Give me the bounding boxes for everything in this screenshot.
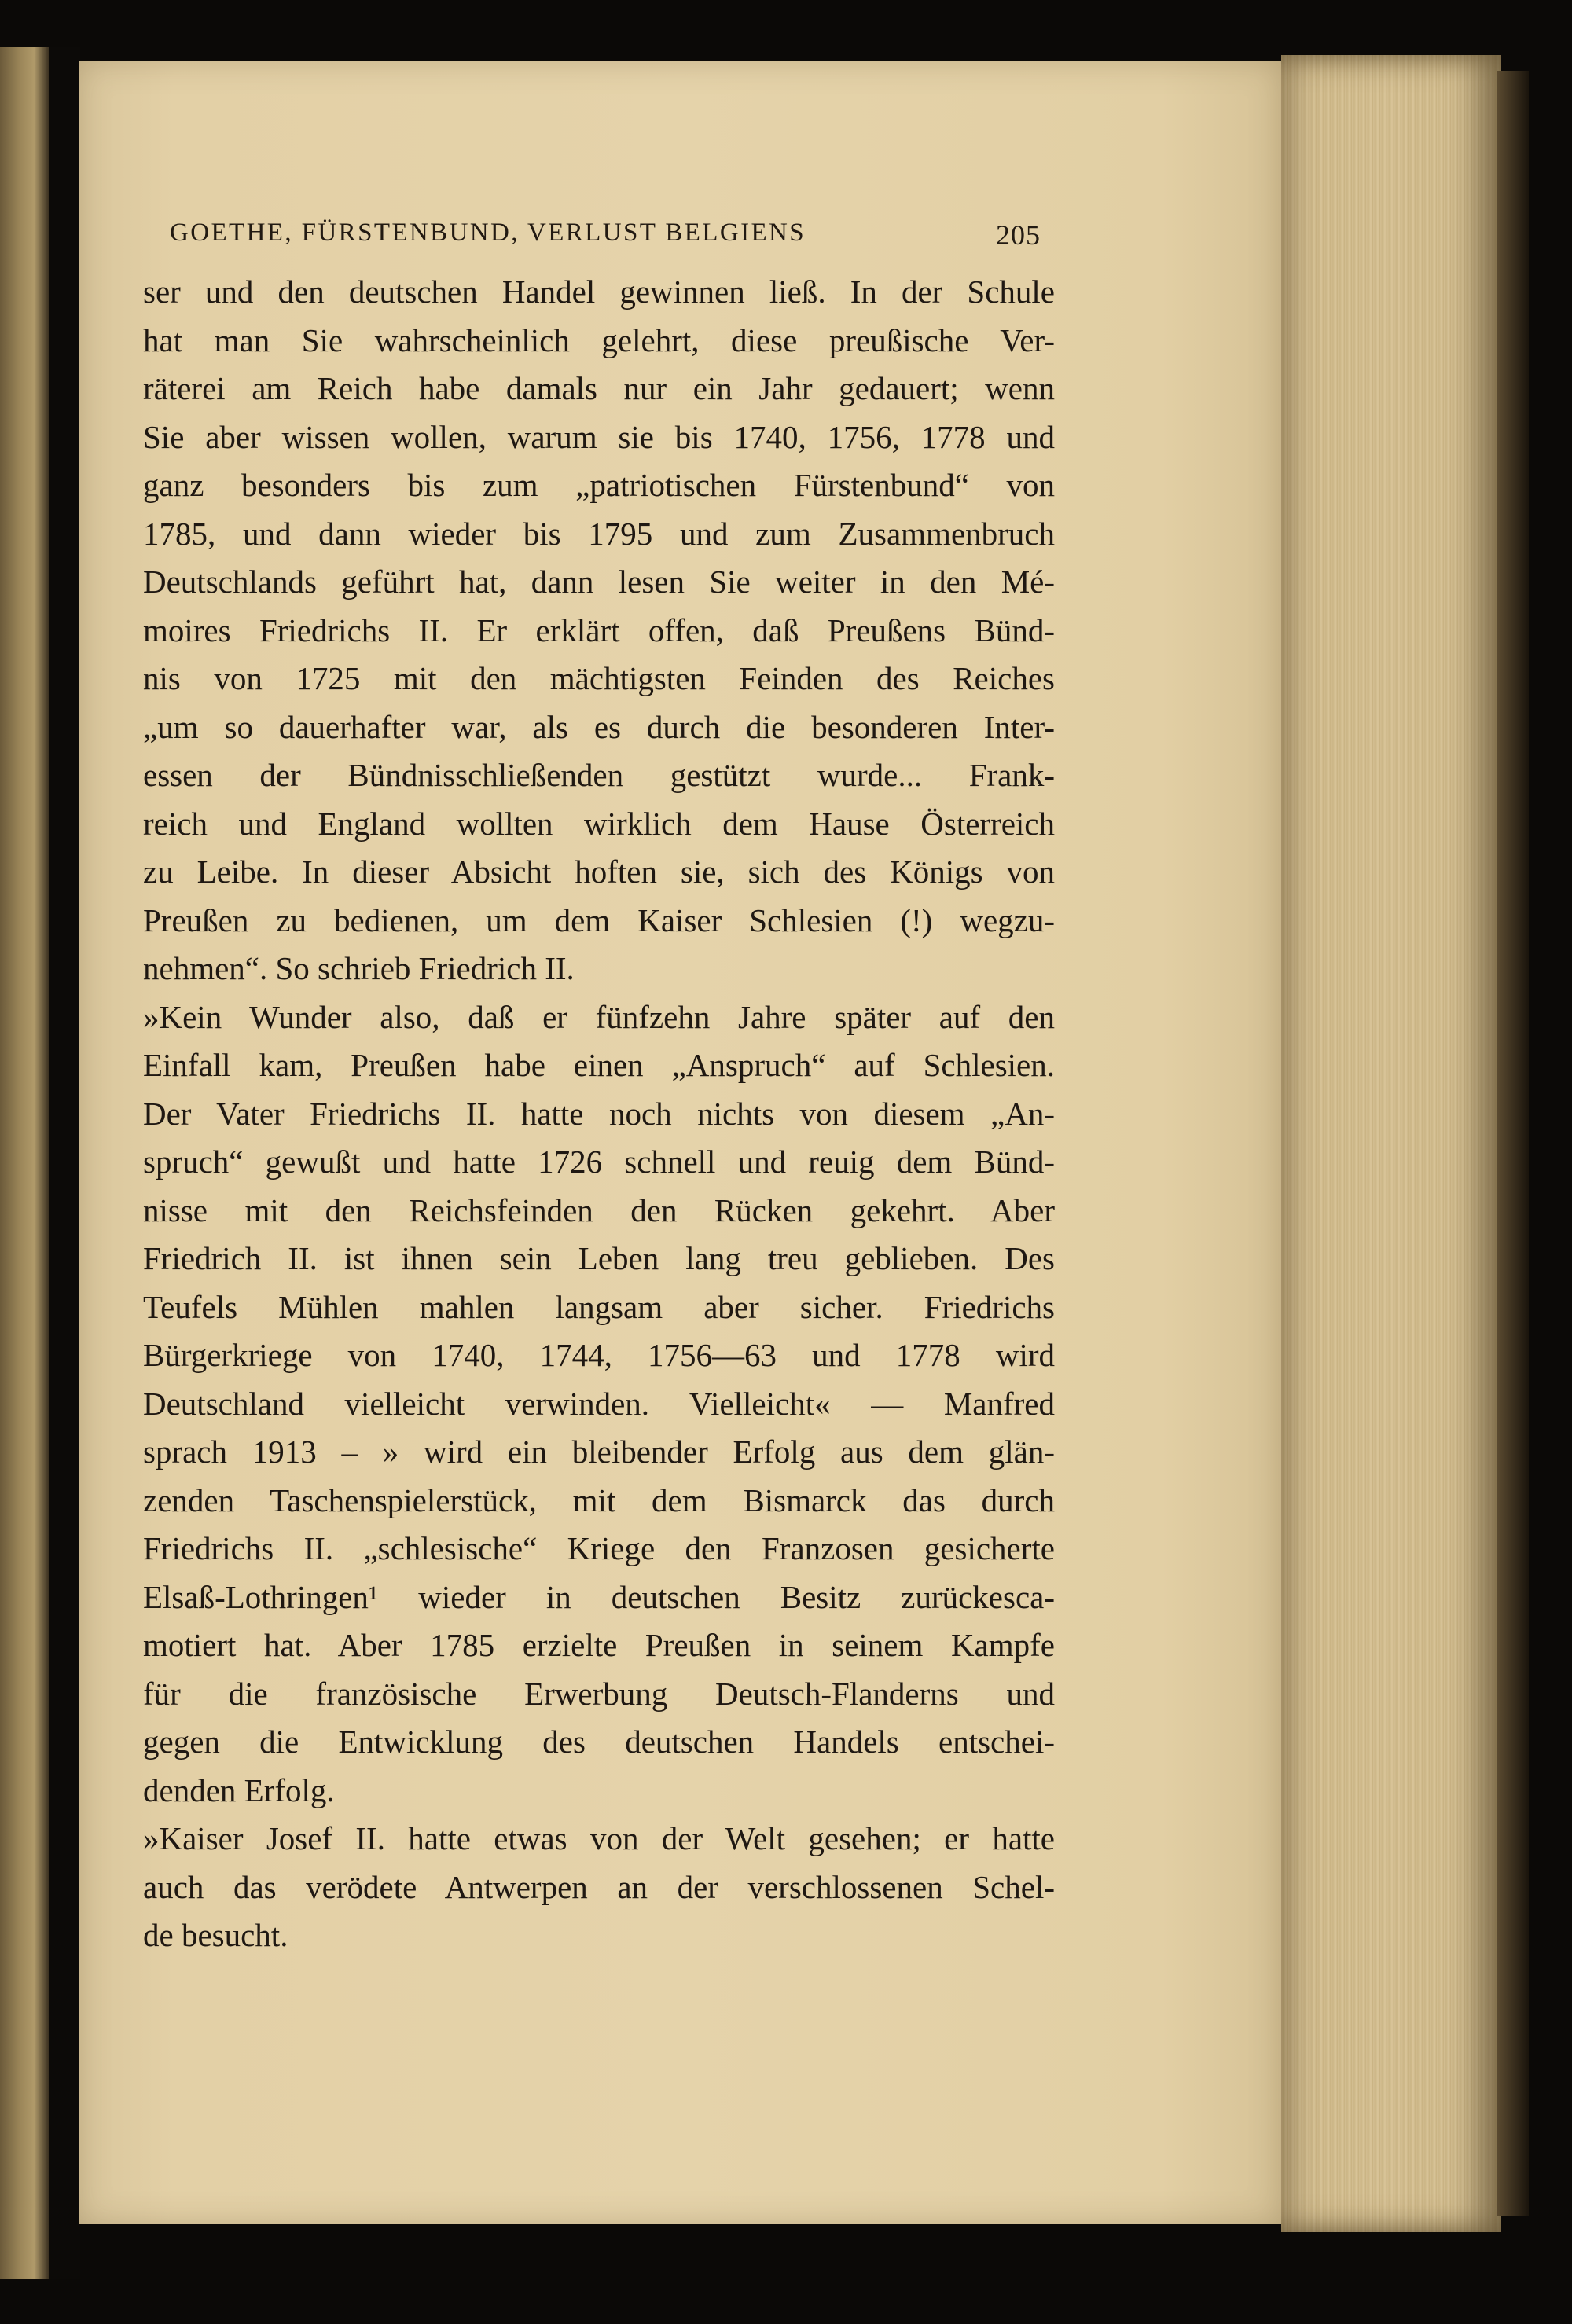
text-line: Teufels Mühlen mahlen langsam aber sicher. Friedrichs <box>143 1288 1055 1325</box>
text-line: de besucht. <box>143 1917 288 1953</box>
page-edges-stack <box>1281 55 1501 2232</box>
text-line: nisse mit den Reichsfeinden den Rücken gekehrt. Aber <box>143 1191 1055 1228</box>
text-line: »Kaiser Josef II. hatte etwas von der Welt gesehen; er hatte <box>143 1820 1055 1856</box>
text-line: Sie aber wissen wollen, warum sie bis 1740, 1756, 1778 und <box>143 418 1055 455</box>
text-line: Bürgerkriege von 1740, 1744, 1756—63 und 1778 wird <box>143 1337 1055 1373</box>
facing-page-edge <box>0 47 49 2279</box>
text-line: moires Friedrichs II. Er erklärt offen, daß Preußens Bünd- <box>143 611 1055 648</box>
book-gutter <box>49 47 80 2279</box>
text-line: essen der Bündnisschließenden gestützt wurde... Frank- <box>143 757 1055 793</box>
text-line: zenden Taschenspielerstück, mit dem Bismarck das durch <box>143 1481 1055 1518</box>
text-line: spruch“ gewußt und hatte 1726 schnell und reuig dem Bünd- <box>143 1144 1055 1180</box>
text-line: räterei am Reich habe damals nur ein Jahr gedauert; wenn <box>143 370 1055 406</box>
text-line: motiert hat. Aber 1785 erzielte Preußen in seinem Kampfe <box>143 1627 1055 1663</box>
text-line: Deutschland vielleicht verwinden. Vielleicht« — Manfred <box>143 1385 1055 1422</box>
text-line: Deutschlands geführt hat, dann lesen Sie weiter in den Mé- <box>143 564 1055 600</box>
text-line: zu Leibe. In dieser Absicht hoften sie, sich des Königs von <box>143 854 1055 890</box>
text-line: „um so dauerhafter war, als es durch die besonderen Inter- <box>143 708 1055 745</box>
page-edges-shadow <box>1497 71 1529 2216</box>
text-line: hat man Sie wahrscheinlich gelehrt, diese preußische Ver- <box>143 321 1055 358</box>
text-line: Der Vater Friedrichs II. hatte noch nichts von diesem „An- <box>143 1095 1055 1132</box>
text-line: gegen die Entwicklung des deutschen Handels entschei- <box>143 1724 1055 1760</box>
page-number: 205 <box>996 219 1041 251</box>
text-line: für die französische Erwerbung Deutsch-Flanderns und <box>143 1675 1055 1712</box>
text-line: Friedrichs II. „schlesische“ Kriege den Franzosen gesicherte <box>143 1530 1055 1566</box>
text-line: reich und England wollten wirklich dem Hause Österreich <box>143 805 1055 842</box>
text-line: Einfall kam, Preußen habe einen „Anspruch“ auf Schlesien. <box>143 1047 1055 1083</box>
text-line: auch das verödete Antwerpen an der verschlossenen Schel- <box>143 1868 1055 1905</box>
text-line: sprach 1913 – » wird ein bleibender Erfolg aus dem glän- <box>143 1434 1055 1470</box>
text-line: Friedrich II. ist ihnen sein Leben lang treu geblieben. Des <box>143 1240 1055 1276</box>
text-line: Elsaß-Lothringen¹ wieder in deutschen Besitz zurückesca- <box>143 1578 1055 1615</box>
text-line: denden Erfolg. <box>143 1771 335 1808</box>
text-line: nis von 1725 mit den mächtigsten Feinden des Reiches <box>143 660 1055 696</box>
running-head: GOETHE, FÜRSTENBUND, VERLUST BELGIENS <box>170 218 806 247</box>
text-line: ser und den deutschen Handel gewinnen ließ. In der Schule <box>143 274 1055 310</box>
text-line: nehmen“. So schrieb Friedrich II. <box>143 950 575 986</box>
text-line: »Kein Wunder also, daß er fünfzehn Jahre später auf den <box>143 998 1055 1035</box>
body-text <box>143 268 1055 1960</box>
page-header <box>170 218 1041 258</box>
text-line: ganz besonders bis zum „patriotischen Fürstenbund“ von <box>143 467 1055 503</box>
text-line: 1785, und dann wieder bis 1795 und zum Zusammenbruch <box>143 515 1055 552</box>
text-line: Preußen zu bedienen, um dem Kaiser Schlesien (!) wegzu- <box>143 901 1055 938</box>
